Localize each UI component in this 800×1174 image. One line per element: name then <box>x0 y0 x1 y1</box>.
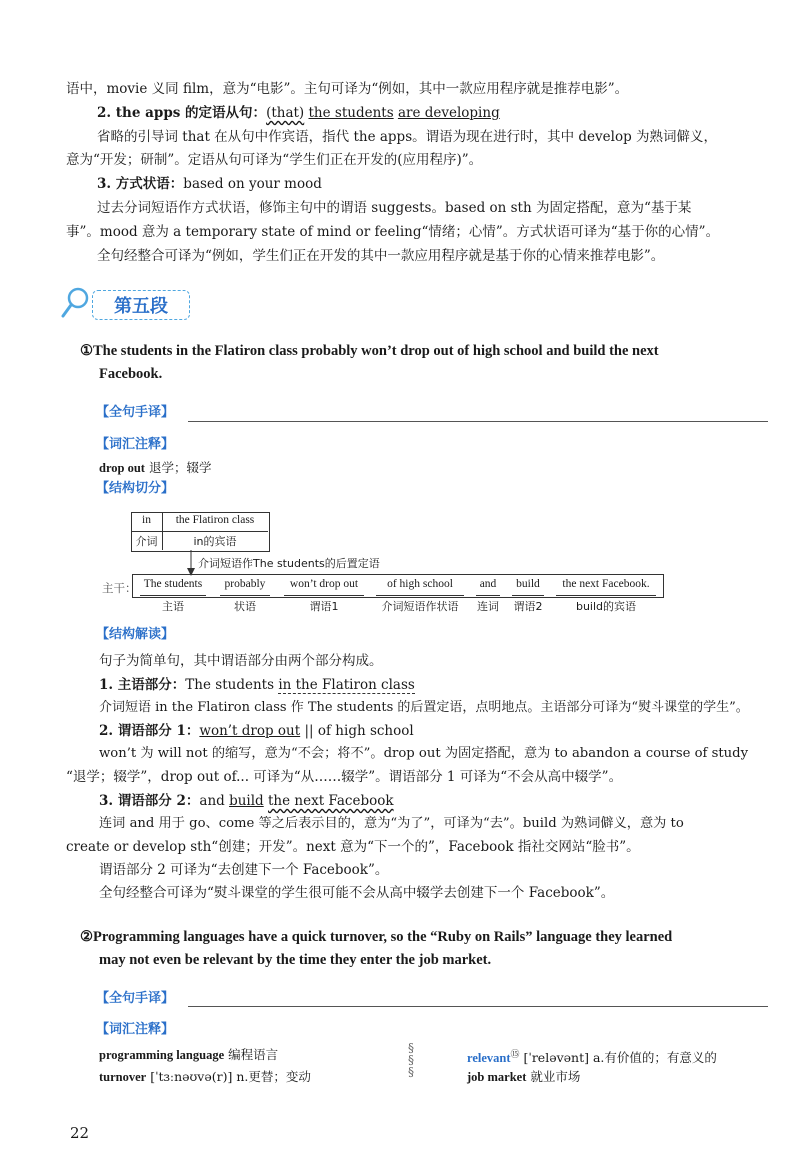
body-line: “退学；辍学”，drop out of... 可译为“从……辍学”。谓语部分 1 可译为“不会从高中辍学”。 <box>66 769 623 785</box>
body-line: 全句经整合可译为“例如，学生们正在开发的其中一款应用程序就是基于你的心情来推荐电影”。 <box>97 248 665 264</box>
q2-vocab-entry <box>99 1046 278 1064</box>
part-text: probably <box>224 578 266 590</box>
analysis-predicate1 <box>99 722 414 740</box>
q1-translate-label: 【全句手译】 <box>96 405 175 420</box>
vocab-definition: 就业市场 <box>530 1069 581 1084</box>
part-underline <box>220 595 270 596</box>
q1-translation-write-line[interactable] <box>188 421 768 422</box>
part-underline <box>376 595 464 596</box>
vocab-word: relevant <box>467 1051 511 1066</box>
part-role: build的宾语 <box>575 600 637 613</box>
body-line: 事”。mood 意为 a temporary state of mind or feeling“情绪；心情”。方式状语可译为“基于你的心情”。 <box>66 224 720 240</box>
subheading-apps-clause <box>97 104 500 122</box>
q1-vocab-entry <box>99 459 211 477</box>
part-underline <box>140 595 206 596</box>
box-prep-role: 介词 <box>135 535 158 548</box>
q1-sentence-line1 <box>80 340 659 362</box>
q1-vocab-label: 【词汇注释】 <box>96 437 175 452</box>
clause-subject: the students <box>308 105 394 121</box>
vocab-definition: 退学；辍学 <box>148 460 212 475</box>
q2-vocab-entry <box>99 1068 311 1086</box>
q2-translate-label: 【全句手译】 <box>96 991 175 1006</box>
clause-predicate: are developing <box>397 105 500 121</box>
q2-number: ② <box>80 929 93 945</box>
box-object: the Flatiron class <box>175 514 255 526</box>
vocab-word: turnover <box>99 1070 147 1084</box>
column-divider: § § § <box>408 1041 414 1079</box>
predicate-core: won’t drop out <box>199 723 301 739</box>
down-arrow-icon <box>186 550 196 576</box>
part-role: 主语 <box>162 600 184 613</box>
subject-core: The students <box>185 677 275 693</box>
arrow-note: 介词短语作The students的后置定语 <box>198 557 380 570</box>
body-line: 介词短语 in the Flatiron class 作 The students 的后置定语，点明地点。主语部分可译为“熨斗课堂的学生”。 <box>99 700 749 715</box>
body-line: 全句经整合可译为“熨斗课堂的学生很可能不会从高中辍学去创建下一个 Facebook”。 <box>99 885 615 901</box>
part-text: the next Facebook. <box>562 578 650 590</box>
q2-vocab-label: 【词汇注释】 <box>96 1022 175 1037</box>
part-role: 谓语2 <box>513 600 543 613</box>
part-text: The students <box>143 578 203 590</box>
body-line: 语中，movie 义同 film，意为“电影”。主句可译为“例如，其中一款应用程序就是推荐电影”。 <box>66 81 629 97</box>
part-text: of high school <box>387 578 453 590</box>
subheading-label: 2. 谓语部分 1： <box>99 723 200 739</box>
section-title-box <box>92 290 190 320</box>
predicate-adverbial: of high school <box>317 723 414 739</box>
subheading-label: 3. 方式状语： <box>97 176 184 192</box>
predicate-verb: build <box>229 793 264 809</box>
main-trunk-label: 主干： <box>102 581 137 595</box>
magnifier-icon <box>60 286 90 320</box>
part-role: 谓语1 <box>309 600 339 613</box>
q2-sentence-line2: may not even be relevant by the time they enter the job market. <box>99 952 492 968</box>
q1-text-1: The students in the Flatiron class probably won’t drop out of high school and build the next <box>93 343 659 359</box>
body-line: create or develop sth“创建；开发”。next 意为“下一个的”，Facebook 指社交网站“脸书”。 <box>66 839 640 855</box>
q1-analysis-label: 【结构解读】 <box>96 627 175 642</box>
box-in: in <box>142 514 151 526</box>
body-line: 谓语部分 2 可译为“去创建下一个 Facebook”。 <box>99 862 389 878</box>
part-underline <box>556 595 656 596</box>
predicate-object: the next Facebook <box>268 793 394 809</box>
section-title: 第五段 <box>114 296 168 317</box>
manner-phrase: based on your mood <box>183 176 322 192</box>
body-line: 意为“开发；研制”。定语从句可译为“学生们正在开发的(应用程序)”。 <box>66 152 483 168</box>
q2-sentence-line1 <box>80 926 672 948</box>
vocab-word: drop out <box>99 461 145 475</box>
part-role: 状语 <box>234 600 256 613</box>
q2-vocab-entry <box>467 1068 580 1086</box>
subheading-label: 3. 谓语部分 2： <box>99 793 200 809</box>
part-text: won’t drop out <box>289 578 359 590</box>
vocab-definition: [ˈtɜːnəʊvə(r)] n.更替；变动 <box>150 1069 311 1084</box>
q2-text-1: Programming languages have a quick turnover, so the “Ruby on Rails” language they learned <box>93 929 673 945</box>
omitted-that: (that) <box>266 105 305 121</box>
part-text: build <box>516 578 540 590</box>
body-line: 连词 and 用于 go、come 等之后表示目的，意为“为了”，可译为“去”。build 为熟词僻义，意为 to <box>99 816 684 831</box>
subheading-label: 2. the apps 的定语从句： <box>97 105 267 121</box>
box-divider <box>131 531 268 532</box>
part-underline <box>284 595 364 596</box>
part-text: and <box>479 578 497 590</box>
page-number: 22 <box>70 1124 90 1142</box>
q1-number: ① <box>80 343 93 359</box>
vocab-word: programming language <box>99 1048 225 1062</box>
separator: || <box>304 723 314 739</box>
box-object-role: in的宾语 <box>193 535 237 548</box>
subject-modifier: in the Flatiron class <box>278 677 415 693</box>
q1-struct-label: 【结构切分】 <box>96 481 175 496</box>
q2-translation-write-line[interactable] <box>188 1006 768 1007</box>
subheading-label: 1. 主语部分： <box>99 677 186 693</box>
vocab-word: job market <box>467 1070 527 1084</box>
part-role: 介词短语作状语 <box>381 600 459 613</box>
analysis-subject <box>99 676 415 694</box>
vocab-definition: 编程语言 <box>228 1047 279 1062</box>
frequency-mark: ⑮ <box>510 1050 520 1060</box>
q1-sentence-line2: Facebook. <box>99 366 163 382</box>
vocab-definition: [ˈreləvənt] a.有价值的；有意义的 <box>523 1050 717 1066</box>
part-underline <box>476 595 500 596</box>
body-line: 句子为简单句，其中谓语部分由两个部分构成。 <box>99 653 383 669</box>
body-line: won’t 为 will not 的缩写，意为“不会；将不”。drop out 为固定搭配，意为 to abandon a course of study <box>99 746 749 761</box>
conjunction: and <box>199 793 225 809</box>
analysis-predicate2 <box>99 792 394 810</box>
part-underline <box>512 595 544 596</box>
q2-vocab-entry <box>467 1046 717 1067</box>
subheading-manner <box>97 175 322 193</box>
body-line: 过去分词短语作方式状语，修饰主句中的谓语 suggests。based on sth 为固定搭配，意为“基于某 <box>97 200 692 216</box>
part-role: 连词 <box>477 600 499 613</box>
body-line: 省略的引导词 that 在从句中作宾语，指代 the apps。谓语为现在进行时，其中 develop 为熟词僻义， <box>97 129 718 145</box>
